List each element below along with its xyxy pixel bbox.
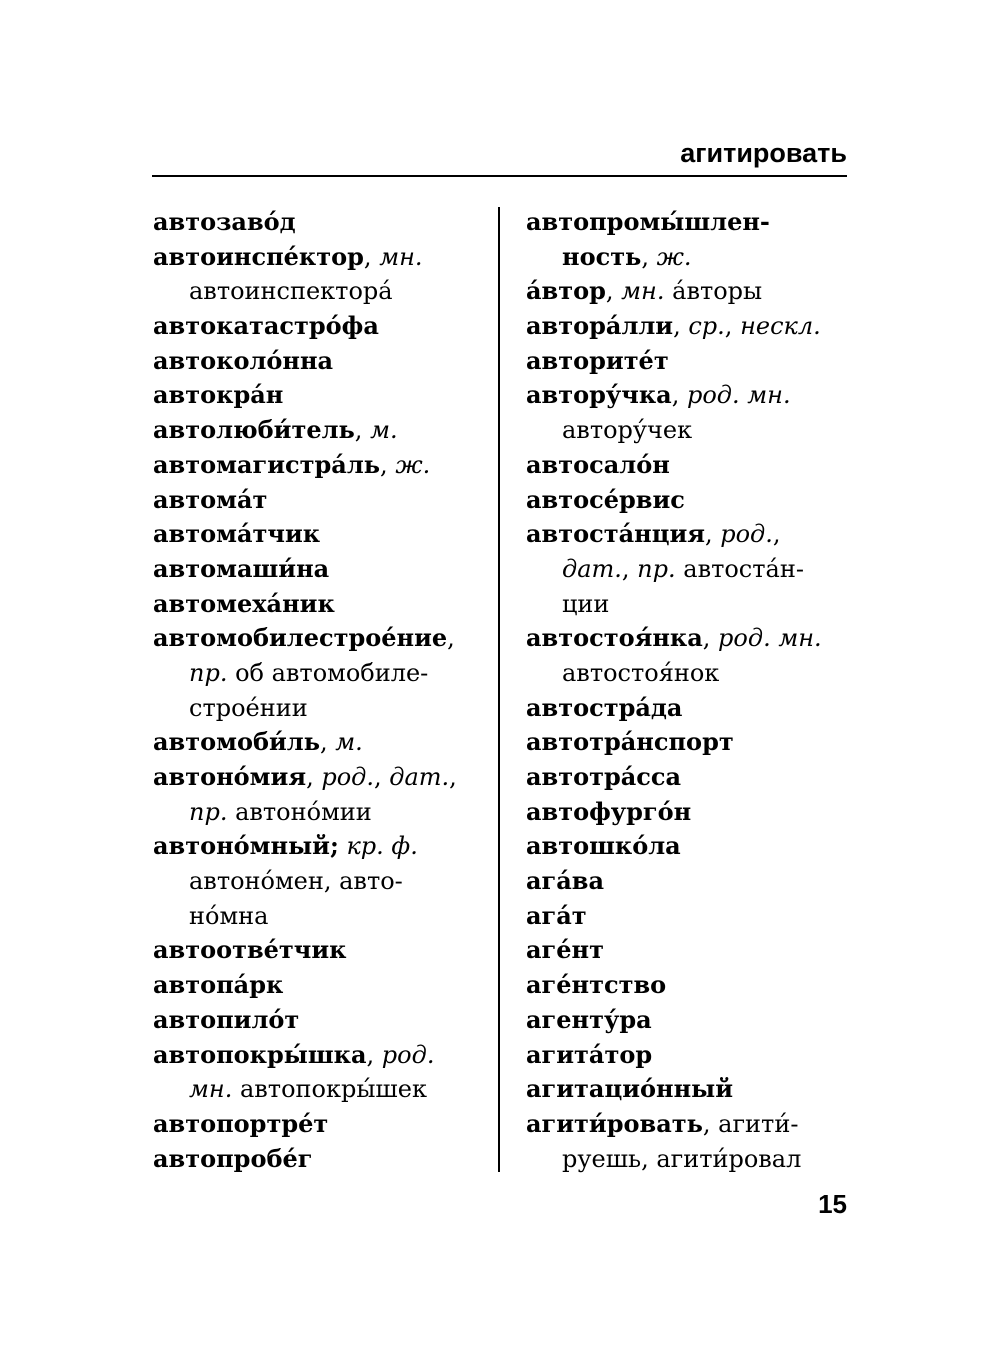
entry-continuation-line — [526, 240, 822, 275]
entry-text: автоно́мен, авто- — [189, 867, 403, 896]
entry-text: автоста́н- — [675, 554, 804, 583]
entry-text: , — [373, 763, 390, 791]
headword: агенту́ра — [526, 1004, 652, 1034]
entry-line — [153, 205, 457, 240]
entry-line — [526, 691, 822, 726]
entry-line — [153, 829, 457, 864]
headword: автоотве́тчик — [153, 935, 347, 965]
headword: автопортре́т — [153, 1108, 329, 1138]
entry-text: а́вторы — [664, 277, 763, 306]
grammar-label: ж. — [395, 450, 431, 479]
grammar-label: род. — [381, 1040, 435, 1069]
entry-line — [526, 829, 822, 864]
entry-text: , — [724, 312, 741, 341]
headword: автома́тчик — [153, 519, 321, 549]
entry-text: , — [673, 312, 689, 341]
grammar-label: м. — [370, 416, 398, 445]
headword: автолюби́тель — [153, 415, 355, 445]
header-rule — [152, 175, 847, 177]
grammar-label: дат. — [562, 554, 622, 583]
entry-line — [526, 1038, 822, 1073]
headword: автотра́сса — [526, 762, 682, 791]
entry-continuation-line — [526, 656, 822, 691]
grammar-label: род. — [321, 763, 374, 791]
grammar-label: пр. — [189, 658, 228, 687]
entry-continuation-line — [153, 899, 457, 934]
entry-continuation-line — [153, 274, 457, 309]
entry-line — [153, 1107, 457, 1142]
grammar-label: м. — [335, 728, 363, 757]
page-number: 15 — [818, 1189, 847, 1219]
entry-text: , — [702, 624, 719, 653]
grammar-label: дат. — [389, 763, 450, 791]
entry-line — [526, 1003, 822, 1038]
entry-text: но́мна — [189, 901, 269, 930]
headword: автостоя́нка — [526, 623, 703, 653]
headword: автофурго́н — [526, 796, 692, 826]
headword: автопокры́шка — [153, 1039, 367, 1069]
entry-text: автостоя́нок — [562, 658, 720, 687]
entry-text: , — [380, 450, 396, 479]
entry-line — [526, 621, 822, 656]
entry-text: , — [605, 277, 622, 306]
grammar-label: мн. — [379, 242, 423, 271]
entry-line — [526, 309, 822, 344]
headword: а́втор — [526, 276, 606, 306]
headword: автомеха́ник — [153, 588, 335, 618]
headword: автошко́ла — [526, 831, 681, 861]
entry-line — [526, 344, 822, 379]
entry-line — [153, 413, 457, 448]
entry-line — [526, 378, 822, 413]
headword: автора́лли — [526, 311, 674, 341]
headword: ага́т — [526, 900, 587, 930]
headword: авторите́т — [526, 345, 669, 375]
headword: аге́нт — [526, 935, 604, 965]
entry-line — [526, 483, 822, 518]
entry-line — [526, 205, 822, 240]
entry-continuation-line — [526, 587, 822, 622]
entry-text: строе́нии — [189, 693, 308, 722]
headword: автостра́да — [526, 692, 683, 722]
headword: автомобилестрое́ние — [153, 623, 448, 653]
entry-continuation-line — [526, 413, 822, 448]
headword: автомагистра́ль — [153, 449, 381, 479]
entry-text: , — [772, 520, 781, 549]
entry-text: , — [306, 763, 322, 791]
grammar-label: мн. — [189, 1075, 233, 1104]
entry-text: автоинспектора́ — [189, 277, 393, 306]
headword: автопромы́шлен- — [526, 207, 770, 236]
entry-line — [526, 795, 822, 830]
entry-line — [153, 517, 457, 552]
entry-continuation-line — [153, 864, 457, 899]
headword: аге́нтство — [526, 970, 667, 1000]
headword: автопа́рк — [153, 970, 284, 1000]
entry-continuation-line — [153, 1072, 457, 1107]
entry-line — [153, 309, 457, 344]
headword: ность — [562, 241, 642, 271]
entry-text: , агити́- — [702, 1109, 799, 1138]
headword: автотра́нспорт — [526, 727, 734, 757]
entry-line — [526, 1107, 822, 1142]
grammar-label: нескл. — [740, 312, 821, 341]
dictionary-column-left — [153, 205, 457, 1176]
entry-line — [526, 899, 822, 934]
headword: автоколо́нна — [153, 345, 334, 375]
column-divider — [498, 207, 500, 1172]
grammar-label: род. мн. — [718, 624, 822, 653]
headword: автоно́мия — [153, 762, 307, 791]
entry-text: автопокры́шек — [232, 1075, 427, 1104]
grammar-label: род. — [720, 520, 773, 549]
entry-line — [526, 760, 822, 795]
headword: автосало́н — [526, 449, 670, 479]
headword: автозаво́д — [153, 207, 296, 236]
entry-text: , — [641, 242, 657, 271]
entry-continuation-line — [153, 656, 457, 691]
entry-text: , — [449, 763, 457, 791]
grammar-label: кр. ф. — [346, 832, 418, 861]
grammar-label: ж. — [656, 242, 692, 271]
grammar-label: пр. — [189, 797, 228, 826]
headword: автосе́рвис — [526, 484, 685, 514]
headword: автомаши́на — [153, 553, 330, 583]
entry-line — [153, 448, 457, 483]
entry-continuation-line — [526, 552, 822, 587]
entry-line — [526, 933, 822, 968]
entry-line — [526, 274, 822, 309]
entry-line — [153, 483, 457, 518]
entry-text: , — [363, 242, 380, 271]
entry-line — [526, 1072, 822, 1107]
entry-text: руешь, агити́ровал — [562, 1144, 802, 1173]
headword: автомоби́ль — [153, 727, 320, 757]
entry-continuation-line — [153, 691, 457, 726]
entry-line — [153, 552, 457, 587]
entry-line — [526, 968, 822, 1003]
headword: автокатастро́фа — [153, 311, 379, 341]
entry-line — [153, 1142, 457, 1177]
entry-line — [153, 344, 457, 379]
entry-continuation-line — [526, 1142, 822, 1177]
headword: автору́чка — [526, 380, 672, 410]
running-head: агитировать — [680, 138, 847, 168]
entry-text: , — [354, 416, 371, 445]
entry-line — [153, 587, 457, 622]
entry-line — [153, 1003, 457, 1038]
entry-line — [526, 448, 822, 483]
entry-line — [153, 933, 457, 968]
headword: агити́ровать — [526, 1108, 703, 1138]
grammar-label: мн. — [621, 277, 665, 306]
headword: автоста́нция — [526, 519, 705, 549]
entry-text: , — [447, 624, 455, 653]
grammar-label: род. мн. — [686, 381, 791, 410]
entry-text: ции — [562, 589, 610, 618]
headword: агитацио́нный — [526, 1074, 734, 1104]
dictionary-column-right — [526, 205, 822, 1176]
entry-line — [526, 864, 822, 899]
entry-line — [153, 621, 457, 656]
entry-text: автору́чек — [562, 416, 693, 445]
entry-line — [153, 378, 457, 413]
headword: автокра́н — [153, 380, 284, 410]
entry-line — [526, 725, 822, 760]
entry-text: об автомобиле- — [227, 658, 429, 687]
entry-line — [153, 240, 457, 275]
entry-text: , — [704, 520, 721, 549]
entry-line — [153, 725, 457, 760]
entry-text: автоно́мии — [227, 797, 372, 826]
headword: агита́тор — [526, 1039, 653, 1069]
entry-text: , — [319, 728, 336, 757]
entry-line — [153, 1038, 457, 1073]
entry-text: , — [621, 554, 638, 583]
grammar-label: ср. — [688, 312, 725, 341]
headword: автопробе́г — [153, 1143, 313, 1173]
headword: автома́т — [153, 484, 268, 514]
entry-text: , — [366, 1040, 382, 1069]
headword: автоно́мный; — [153, 831, 339, 861]
entry-text: , — [671, 381, 687, 410]
headword: автопило́т — [153, 1004, 300, 1034]
entry-line — [153, 968, 457, 1003]
entry-line — [153, 760, 457, 795]
headword: ага́ва — [526, 866, 605, 896]
headword: автоинспе́ктор — [153, 241, 364, 271]
entry-line — [526, 517, 822, 552]
entry-continuation-line — [153, 795, 457, 830]
grammar-label: пр. — [637, 554, 676, 583]
